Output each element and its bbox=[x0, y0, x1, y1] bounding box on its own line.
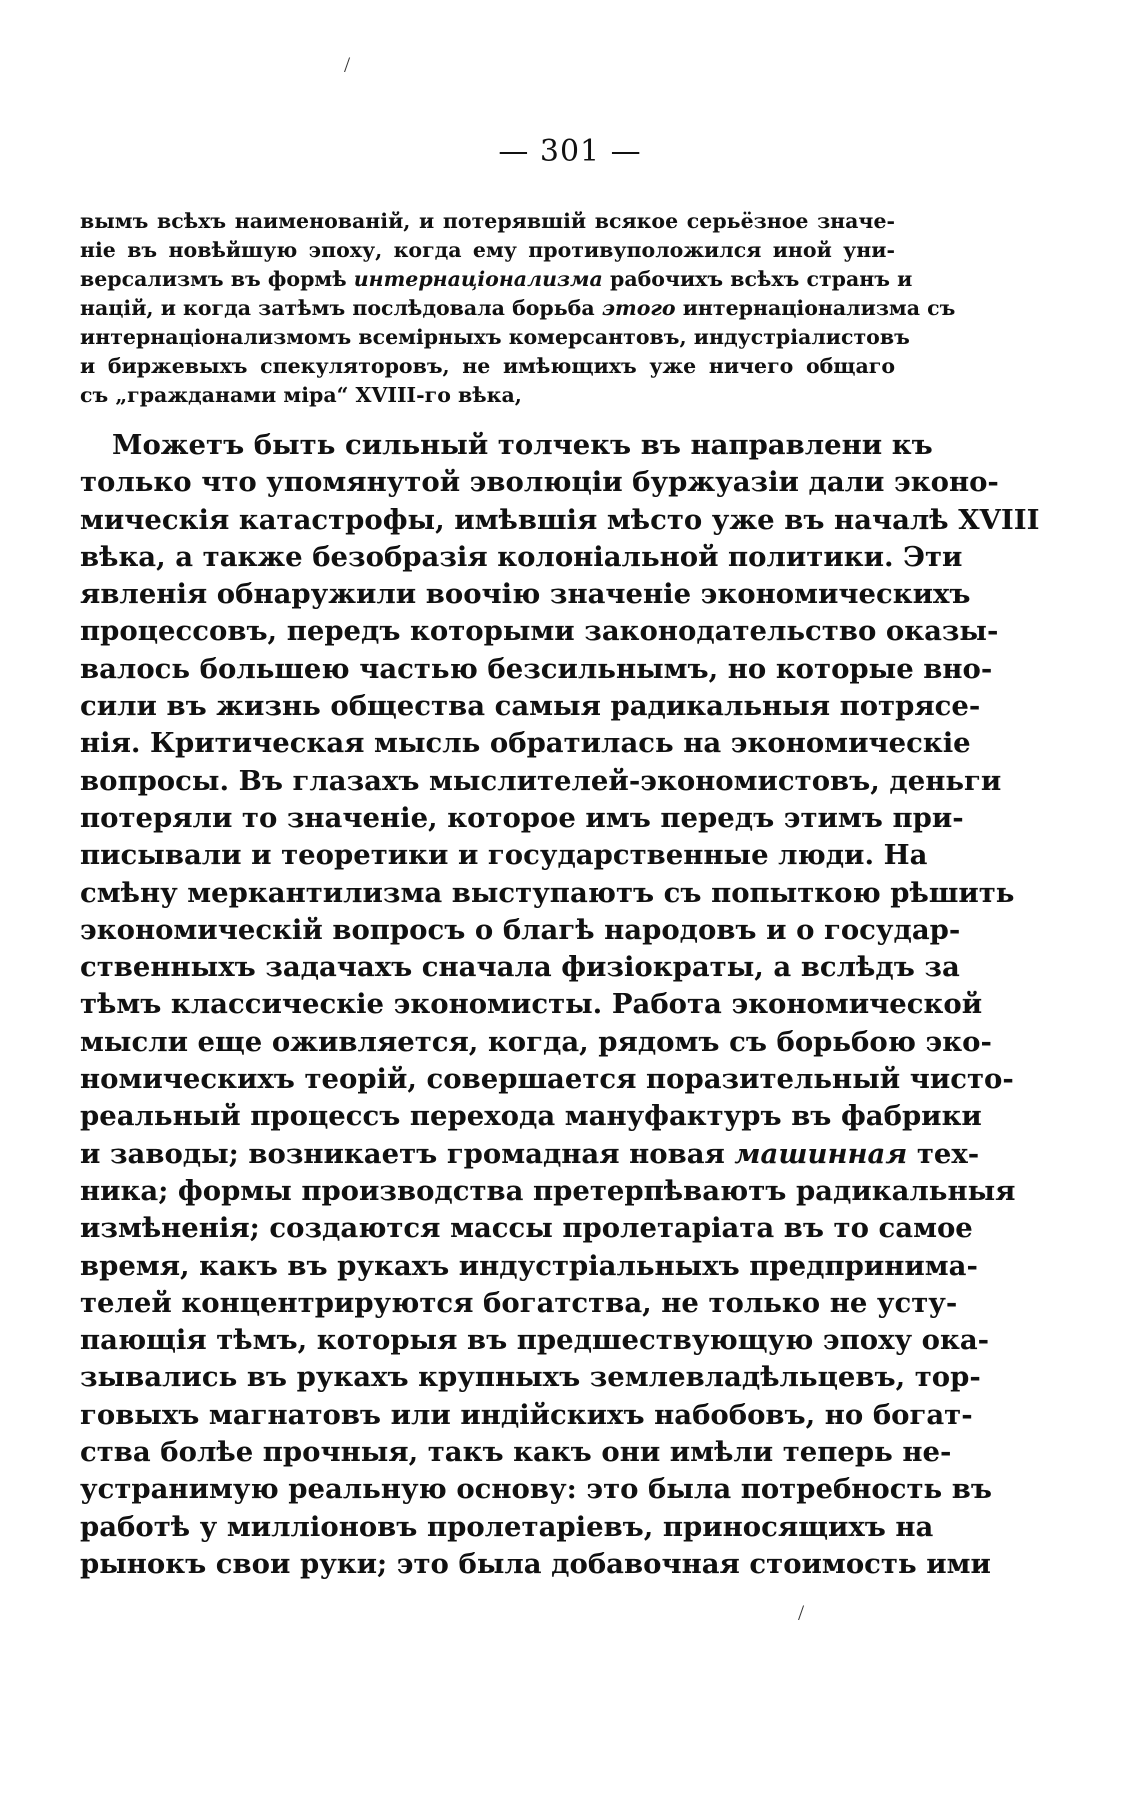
text-line: и заводы; возникаетъ громадная новая машинная тех- bbox=[80, 1137, 980, 1170]
text-line: процессовъ, передъ которыми законодательство оказы- bbox=[80, 615, 999, 648]
text-line: ника; формы производства претерпѣваютъ радикальныя bbox=[80, 1174, 1016, 1207]
text-line: Можетъ быть сильный толчекъ въ направлени къ bbox=[112, 429, 933, 461]
text-line: измѣненія; создаются массы пролетаріата въ то самое bbox=[80, 1212, 973, 1245]
footnote-line bbox=[80, 265, 913, 294]
text-line: реальный процессъ перехода мануфактуръ въ фабрики bbox=[80, 1100, 982, 1133]
footnote-line: націй, и когда затѣмъ послѣдовала борьба этого интернаціонализма съ bbox=[80, 296, 956, 320]
italic-emphasis: машинная bbox=[734, 1137, 908, 1170]
text-line: номическихъ теорій, совершается поразительный чисто- bbox=[80, 1063, 1014, 1096]
text-line: пающія тѣмъ, которыя въ предшествующую эпоху ока- bbox=[80, 1324, 990, 1357]
bottom-pencil-mark: / bbox=[798, 1600, 805, 1625]
footnote-line: ніе въ новѣйшую эпоху, когда ему противуположился иной уни- bbox=[80, 238, 895, 262]
main-text-block bbox=[80, 427, 1040, 1583]
top-pencil-mark: / bbox=[344, 52, 351, 77]
text-line: валось большею частью безсильнымъ, но которые вно- bbox=[80, 652, 993, 685]
text-line: работѣ у милліоновъ пролетаріевъ, приносящихъ на bbox=[80, 1510, 934, 1543]
text-line: устранимую реальную основу: это была потребность въ bbox=[80, 1473, 992, 1506]
text-line: ственныхъ задачахъ сначала физіократы, а вслѣдъ за bbox=[80, 951, 960, 984]
footnote-block bbox=[80, 207, 956, 410]
text-line: вопросы. Въ глазахъ мыслителей-экономистовъ, деньги bbox=[80, 764, 1002, 797]
footnote-line: вымъ всѣхъ наименованій, и потерявшій всякое серьёзное значе- bbox=[80, 209, 895, 233]
text-line: зывались въ рукахъ крупныхъ землевладѣльцевъ, тор- bbox=[80, 1361, 981, 1394]
text-line: мысли еще оживляется, когда, рядомъ съ борьбою эко- bbox=[80, 1025, 992, 1058]
text-line: рынокъ свои руки; это была добавочная стоимость ими bbox=[80, 1547, 991, 1580]
text-line: писывали и теоретики и государственные люди. На bbox=[80, 839, 928, 872]
footnote-line-text: версализмъ въ формѣ интернаціонализма рабочихъ всѣхъ странъ и bbox=[80, 267, 913, 291]
text-line: говыхъ магнатовъ или индійскихъ набобовъ, но богат- bbox=[80, 1398, 973, 1431]
italic-emphasis: интернаціонализма bbox=[353, 267, 603, 291]
footnote-line: съ „гражданами міра“ XVIII-го вѣка, bbox=[80, 383, 522, 407]
text-line: ства болѣе прочныя, такъ какъ они имѣли теперь не- bbox=[80, 1436, 952, 1469]
text-line: вѣка, а также безобразія колоніальной политики. Эти bbox=[80, 540, 963, 573]
text-line: явленія обнаружили воочію значеніе экономическихъ bbox=[80, 578, 971, 611]
text-line: потеряли то значеніе, которое имъ передъ этимъ при- bbox=[80, 801, 964, 834]
text-line: смѣну меркантилизма выступаютъ съ попыткою рѣшить bbox=[80, 876, 1015, 909]
italic-emphasis: этого bbox=[601, 296, 676, 320]
text-line: телей концентрируются богатства, не только не усту- bbox=[80, 1286, 958, 1319]
footnote-line: и биржевыхъ спекуляторовъ, не имѣющихъ уже ничего общаго bbox=[80, 354, 895, 378]
text-line: экономическій вопросъ о благѣ народовъ и о государ- bbox=[80, 913, 961, 946]
text-line: мическія катастрофы, имѣвшія мѣсто уже въ началѣ XVIII bbox=[80, 503, 1040, 536]
page-number: — 301 — bbox=[498, 134, 642, 169]
text-line: сили въ жизнь общества самыя радикальныя потрясе- bbox=[80, 690, 981, 723]
footnote-line: интернаціонализмомъ всемірныхъ комерсантовъ, индустріалистовъ bbox=[80, 325, 910, 349]
text-line: время, какъ въ рукахъ индустріальныхъ предпринима- bbox=[80, 1249, 978, 1282]
text-line: тѣмъ классическіе экономисты. Работа экономической bbox=[80, 988, 983, 1021]
text-line: нія. Критическая мысль обратилась на экономическіе bbox=[80, 727, 971, 760]
text-line: только что упомянутой эволюціи буржуазіи дали эконо- bbox=[80, 466, 999, 499]
